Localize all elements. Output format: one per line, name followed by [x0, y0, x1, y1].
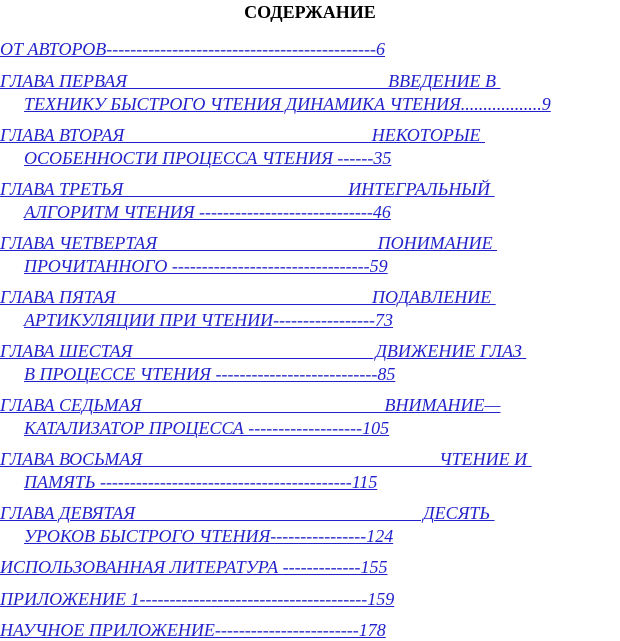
toc-link-chapter-8-cont[interactable]: ПАМЯТЬ ------------------------------------------115: [24, 472, 378, 492]
toc-link-references[interactable]: ИСПОЛЬЗОВАННАЯ ЛИТЕРАТУРА -------------155: [0, 557, 388, 577]
toc-link-scientific-appendix[interactable]: НАУЧНОЕ ПРИЛОЖЕНИЕ------------------------178: [0, 620, 386, 640]
toc-link-chapter-7[interactable]: ГЛАВА СЕДЬМАЯ ВНИМАНИЕ—: [0, 395, 501, 415]
toc-link-chapter-2[interactable]: ГЛАВА ВТОРАЯ НЕКОТОРЫЕ: [0, 125, 486, 145]
toc-link-chapter-6-cont[interactable]: В ПРОЦЕССЕ ЧТЕНИЯ ---------------------------85: [24, 364, 396, 384]
page-title: СОДЕРЖАНИЕ: [244, 2, 376, 22]
toc-link-chapter-9[interactable]: ГЛАВА ДЕВЯТАЯ ДЕСЯТЬ: [0, 503, 495, 523]
toc-link-chapter-1-cont[interactable]: ТЕХНИКУ БЫСТРОГО ЧТЕНИЯ ДИНАМИКА ЧТЕНИЯ..................9: [24, 94, 551, 114]
toc-link-chapter-5[interactable]: ГЛАВА ПЯТАЯ ПОДАВЛЕНИЕ: [0, 287, 496, 307]
toc-link-chapter-3-cont[interactable]: АЛГОРИТМ ЧТЕНИЯ -----------------------------46: [24, 202, 391, 222]
toc-link-chapter-5-cont[interactable]: АРТИКУЛЯЦИИ ПРИ ЧТЕНИИ-----------------73: [24, 310, 393, 330]
toc-link-authors[interactable]: ОТ АВТОРОВ---------------------------------------------6: [0, 39, 385, 59]
toc-link-chapter-1[interactable]: ГЛАВА ПЕРВАЯ ВВЕДЕНИЕ В: [0, 71, 501, 91]
toc-link-chapter-4-cont[interactable]: ПРОЧИТАННОГО ---------------------------------59: [24, 256, 388, 276]
toc-link-chapter-6[interactable]: ГЛАВА ШЕСТАЯ ДВИЖЕНИЕ ГЛАЗ: [0, 341, 527, 361]
toc-link-chapter-8[interactable]: ГЛАВА ВОСЬМАЯ ЧТЕНИЕ И: [0, 449, 532, 469]
toc-link-chapter-2-cont[interactable]: ОСОБЕННОСТИ ПРОЦЕССА ЧТЕНИЯ ------35: [24, 148, 392, 168]
toc-link-chapter-9-cont[interactable]: УРОКОВ БЫСТРОГО ЧТЕНИЯ----------------124: [24, 526, 394, 546]
toc-link-chapter-3[interactable]: ГЛАВА ТРЕТЬЯ ИНТЕГРАЛЬНЫЙ: [0, 179, 495, 199]
toc-link-chapter-4[interactable]: ГЛАВА ЧЕТВЕРТАЯ ПОНИМАНИЕ: [0, 233, 498, 253]
toc-link-chapter-7-cont[interactable]: КАТАЛИЗАТОР ПРОЦЕССА -------------------105: [24, 418, 390, 438]
toc-link-appendix-1[interactable]: ПРИЛОЖЕНИЕ 1--------------------------------------159: [0, 589, 395, 609]
